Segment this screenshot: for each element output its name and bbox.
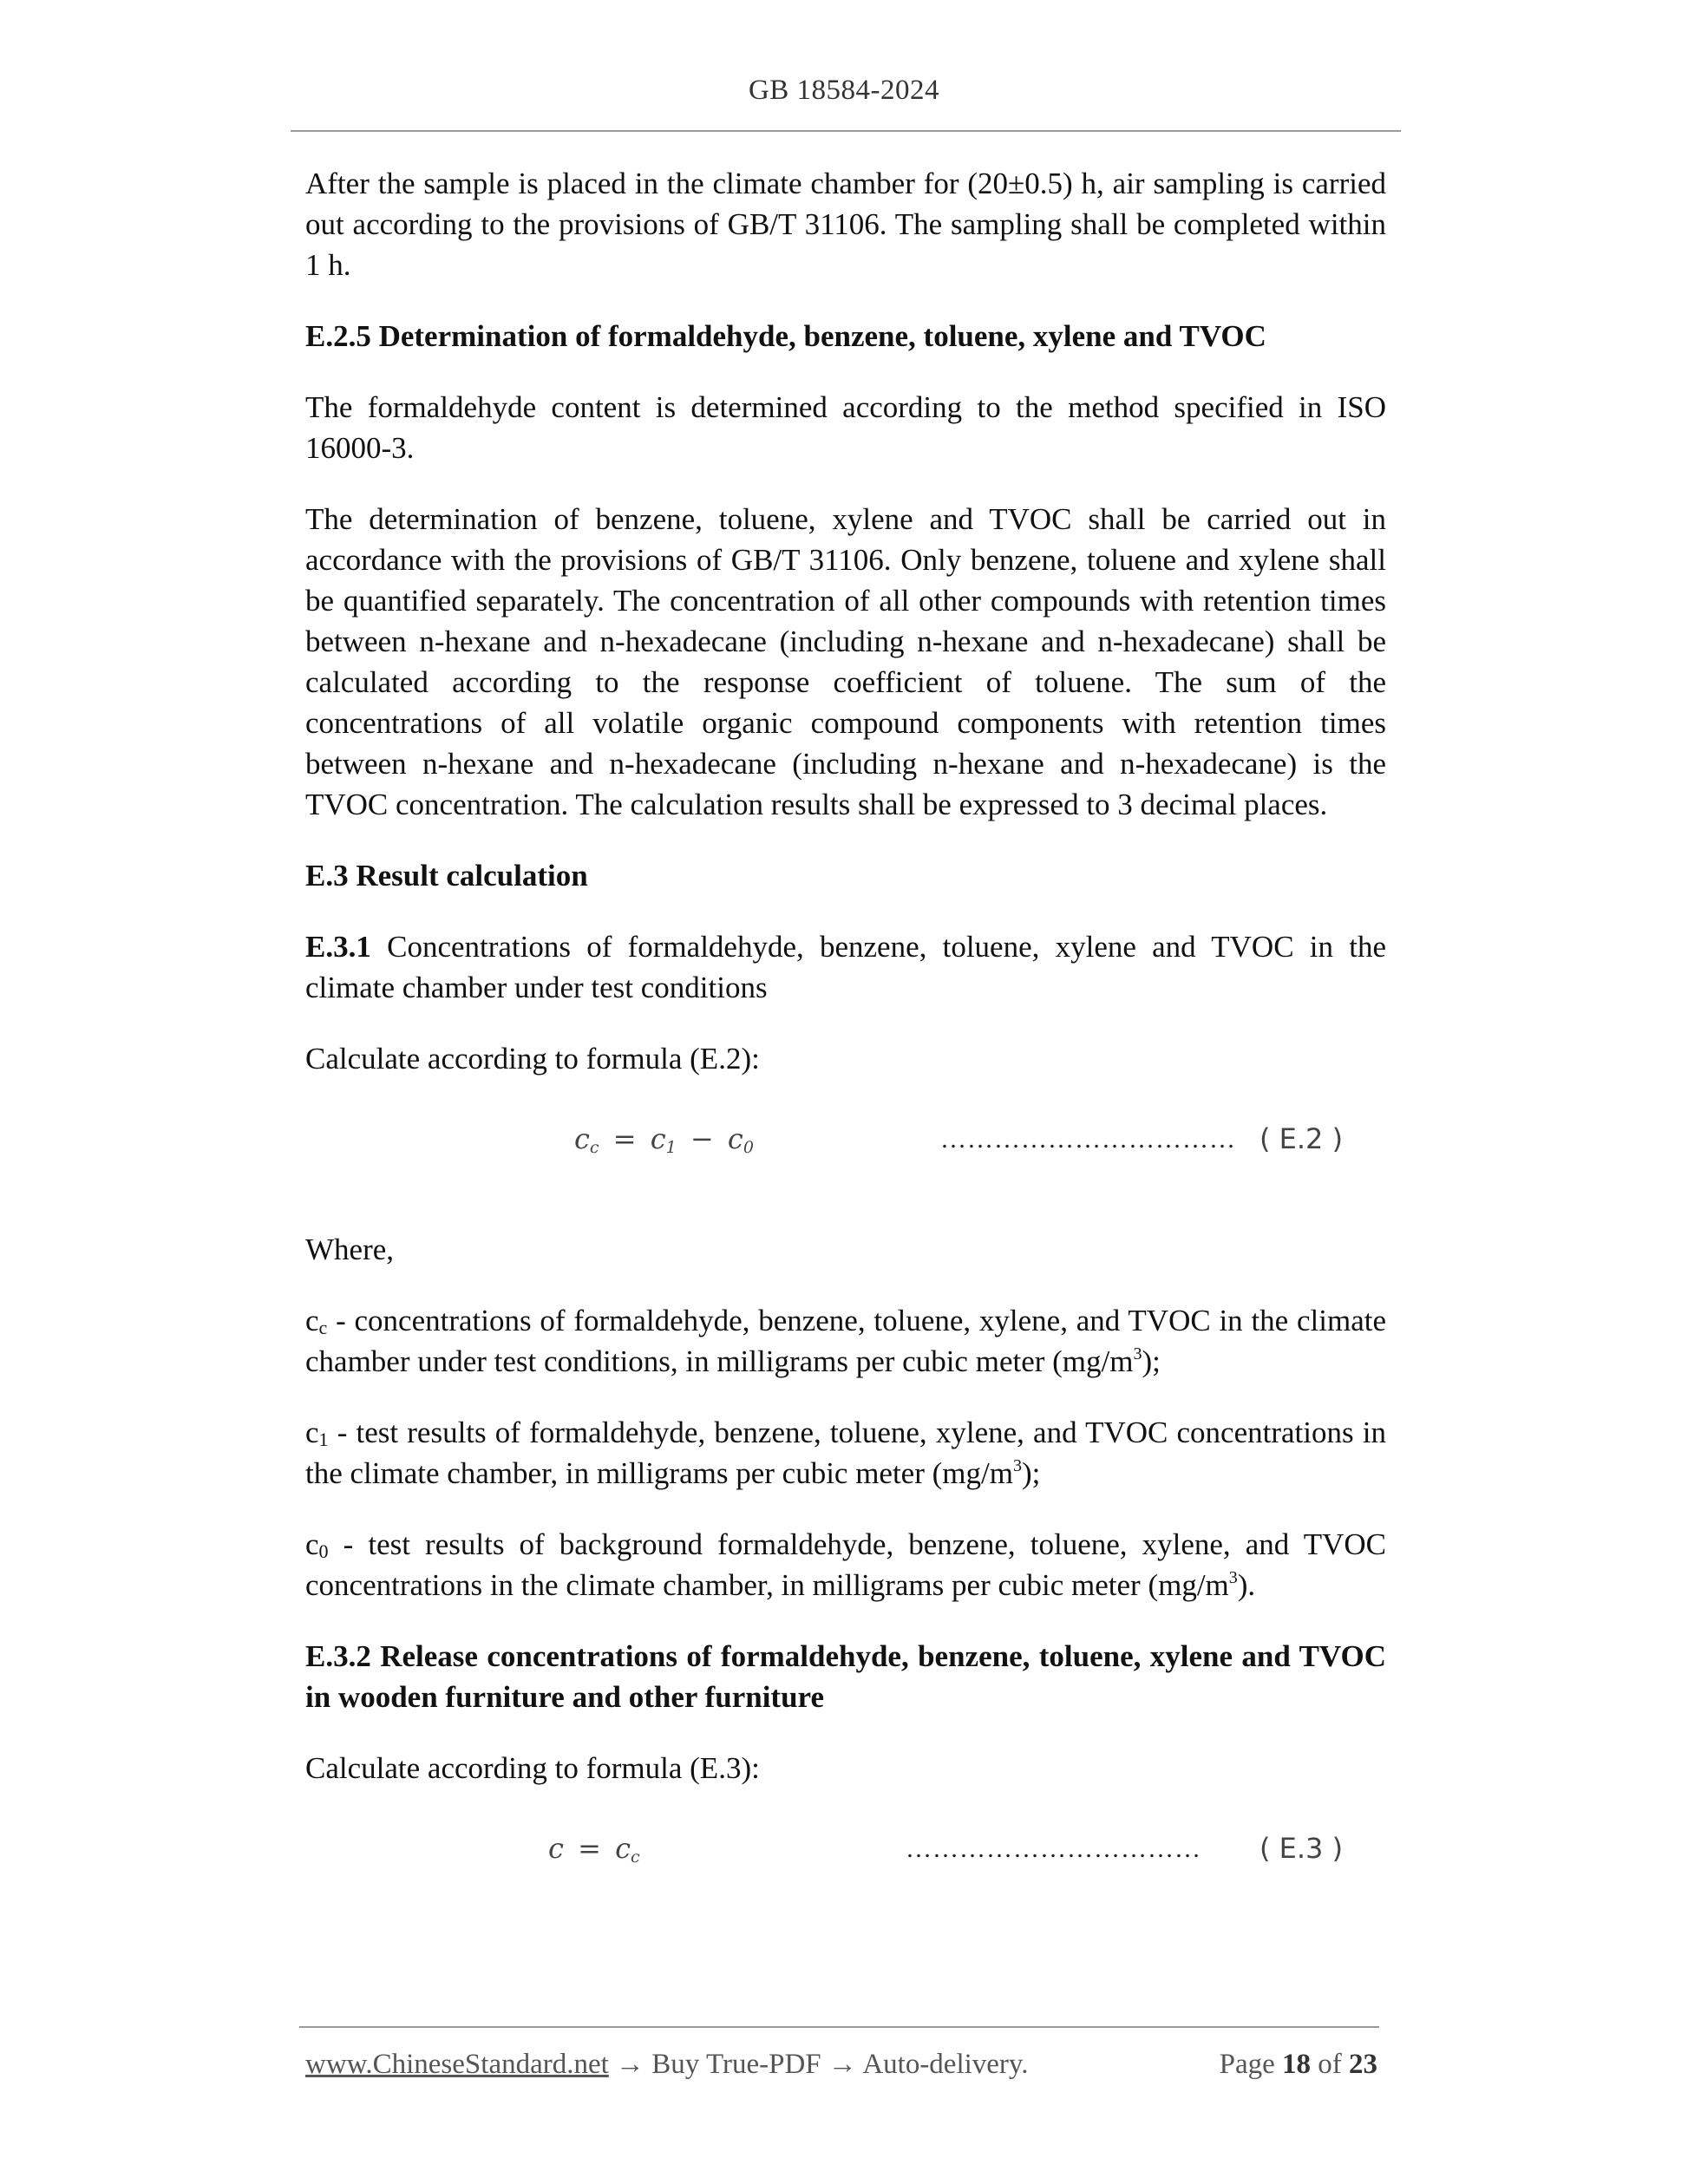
formula-e2 — [305, 1112, 1386, 1177]
formula-e3-leader-dots: …………………………… — [906, 1834, 1201, 1863]
document-code-header: GB 18584-2024 — [748, 75, 940, 106]
formula-e3-number: ( E.3 ) — [1259, 1832, 1344, 1865]
arrow-icon: → — [821, 2049, 863, 2080]
buy-pdf-text: Buy True-PDF — [651, 2049, 821, 2080]
page-indicator: Page 18 of 23 — [1219, 2049, 1377, 2080]
footer-divider — [299, 2026, 1379, 2028]
page-content — [305, 163, 1386, 1939]
arrow-icon: → — [608, 2049, 652, 2080]
paragraph-formaldehyde-method: The formaldehyde content is determined according to the method specified in ISO 16000-3. — [305, 390, 1386, 465]
definition-cc: $c_c$ - concentrations of formaldehyde, benzene, toluene, xylene, and TVOC in the climate chamber under test conditions, in milligrams per cubic meter $(mg/m^3)$; — [305, 1304, 1386, 1378]
calc-instruction-e2: Calculate according to formula (E.2): — [305, 1042, 760, 1076]
total-page-count: 23 — [1349, 2049, 1377, 2080]
definition-c0: $c_0$ - test results of background formaldehyde, benzene, toluene, xylene, and TVOC concentrations in the climate chamber, in milligrams per cubic meter $(mg/m^3)$. — [305, 1527, 1386, 1602]
formula-e2-leader-dots: …………………………… — [940, 1125, 1236, 1154]
paragraph-sampling: After the sample is placed in the climate chamber for (20±0.5) h, air sampling is carried out according to the provisions of GB/T 31106. The sampling shall be completed within 1 h. — [305, 167, 1386, 282]
formula-e3 — [305, 1821, 1386, 1886]
heading-e-3: E.3 Result calculation — [305, 859, 588, 893]
formula-e3-expression: $c = c_c$ — [548, 1832, 640, 1867]
footer-promo — [305, 2049, 1029, 2081]
where-label: Where, — [305, 1233, 395, 1266]
formula-e2-number: ( E.2 ) — [1259, 1122, 1344, 1155]
chinesestandard-link[interactable]: www.ChineseStandard.net — [305, 2049, 609, 2080]
calc-instruction-e3: Calculate according to formula (E.3): — [305, 1751, 760, 1785]
paragraph-e-3-1 — [305, 926, 1386, 1008]
heading-e-3-2: E.3.2 Release concentrations of formaldehyde, benzene, toluene, xylene and TVOC in wooden furniture and other furniture — [305, 1639, 1386, 1714]
definition-c1: $c_1$ - test results of formaldehyde, benzene, toluene, xylene, and TVOC concentrations in the climate chamber, in milligrams per cubic meter $(mg/m^3)$; — [305, 1416, 1386, 1490]
clause-number-e-3-1: E.3.1 — [305, 930, 371, 964]
current-page-number: 18 — [1282, 2049, 1311, 2080]
auto-delivery-text: Auto-delivery. — [862, 2049, 1029, 2080]
clause-title-e-3-1: Concentrations of formaldehyde, benzene, toluene, xylene and TVOC in the climate chamber under test conditions — [305, 930, 1386, 1004]
paragraph-tvoc-determination: The determination of benzene, toluene, xylene and TVOC shall be carried out in accordance with the provisions of GB/T 31106. Only benzene, toluene and xylene shall be quantified separately. The concentration of all other compounds with retention times between n-hexane and n-hexadecane (including n-hexane and n-hexadecane) shall be calculated according to the response coefficient of toluene. The sum of the concentrations of all volatile organic compound components with retention times between n-hexane and n-hexadecane (including n-hexane and n-hexadecane) is the TVOC concentration. The calculation results shall be expressed to 3 decimal places. — [305, 502, 1386, 821]
formula-e2-expression: $c_c = c_1 - c_0$ — [574, 1122, 754, 1157]
heading-e-2-5: E.2.5 Determination of formaldehyde, benzene, toluene, xylene and TVOC — [305, 319, 1266, 353]
header-divider — [291, 130, 1401, 132]
